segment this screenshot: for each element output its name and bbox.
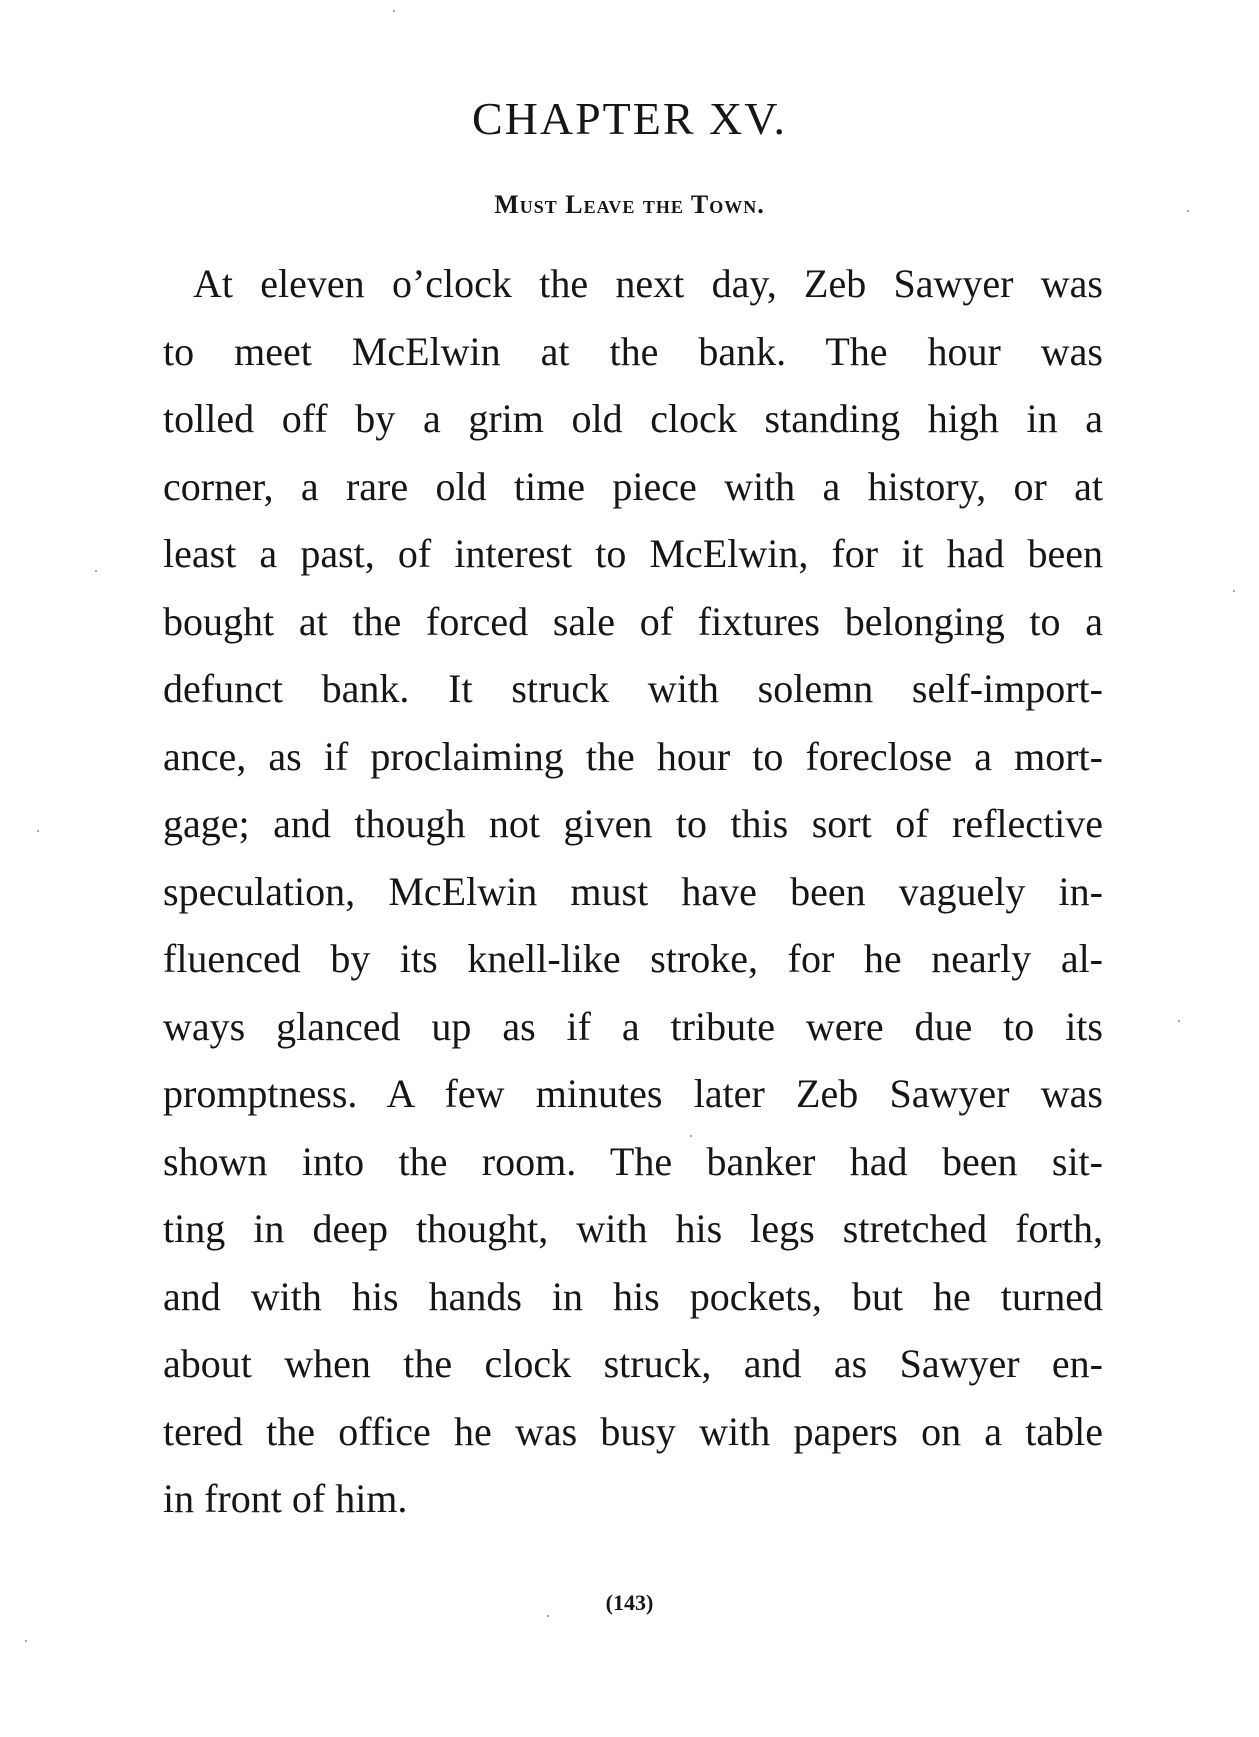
chapter-body-text [163,250,1103,1533]
text-line: fluenced by its knell-like stroke, for he nearly al- [163,936,1103,981]
paper-speck [1178,1020,1180,1022]
text-line: At eleven o’clock the next day, Zeb Sawyer was [193,261,1103,306]
text-line: about when the clock struck, and as Sawyer en- [163,1341,1103,1386]
text-line: ways glanced up as if a tribute were due to its [163,1003,1103,1049]
paper-speck [1187,210,1189,212]
text-line: to meet McElwin at the bank. The hour was [163,328,1103,374]
paper-speck [547,1615,549,1617]
paper-speck [37,830,39,832]
paper-speck [1233,590,1235,592]
text-line: gage; and though not given to this sort of reflective [163,801,1103,846]
paper-speck [393,10,395,12]
text-line: promptness. A few minutes later Zeb Sawyer was [163,1071,1103,1116]
paper-speck [95,570,97,572]
page-number: (143) [605,1590,654,1615]
text-line: tered the office he was busy with papers on a table [163,1408,1103,1454]
chapter-subtitle: Must Leave the Town. [494,190,765,219]
text-line: tolled off by a grim old clock standing high in a [163,396,1103,441]
text-line: shown into the room. The banker had been sit- [163,1138,1103,1184]
text-line: bought at the forced sale of fixtures belonging to a [163,598,1103,644]
text-line: ting in deep thought, with his legs stretched forth, [163,1206,1103,1251]
paper-speck [25,1640,27,1642]
text-line: and with his hands in his pockets, but he turned [163,1273,1103,1319]
text-line: speculation, McElwin must have been vaguely in- [163,868,1103,914]
chapter-title: CHAPTER XV. [471,93,788,144]
text-line: corner, a rare old time piece with a history, or at [163,463,1103,509]
text-line: defunct bank. It struck with solemn self-import- [163,666,1103,711]
text-line: least a past, of interest to McElwin, for it had been [163,531,1103,576]
text-line: ance, as if proclaiming the hour to foreclose a mort- [163,733,1103,779]
text-line: in front of him. [163,1476,408,1521]
paper-speck [690,1135,692,1137]
